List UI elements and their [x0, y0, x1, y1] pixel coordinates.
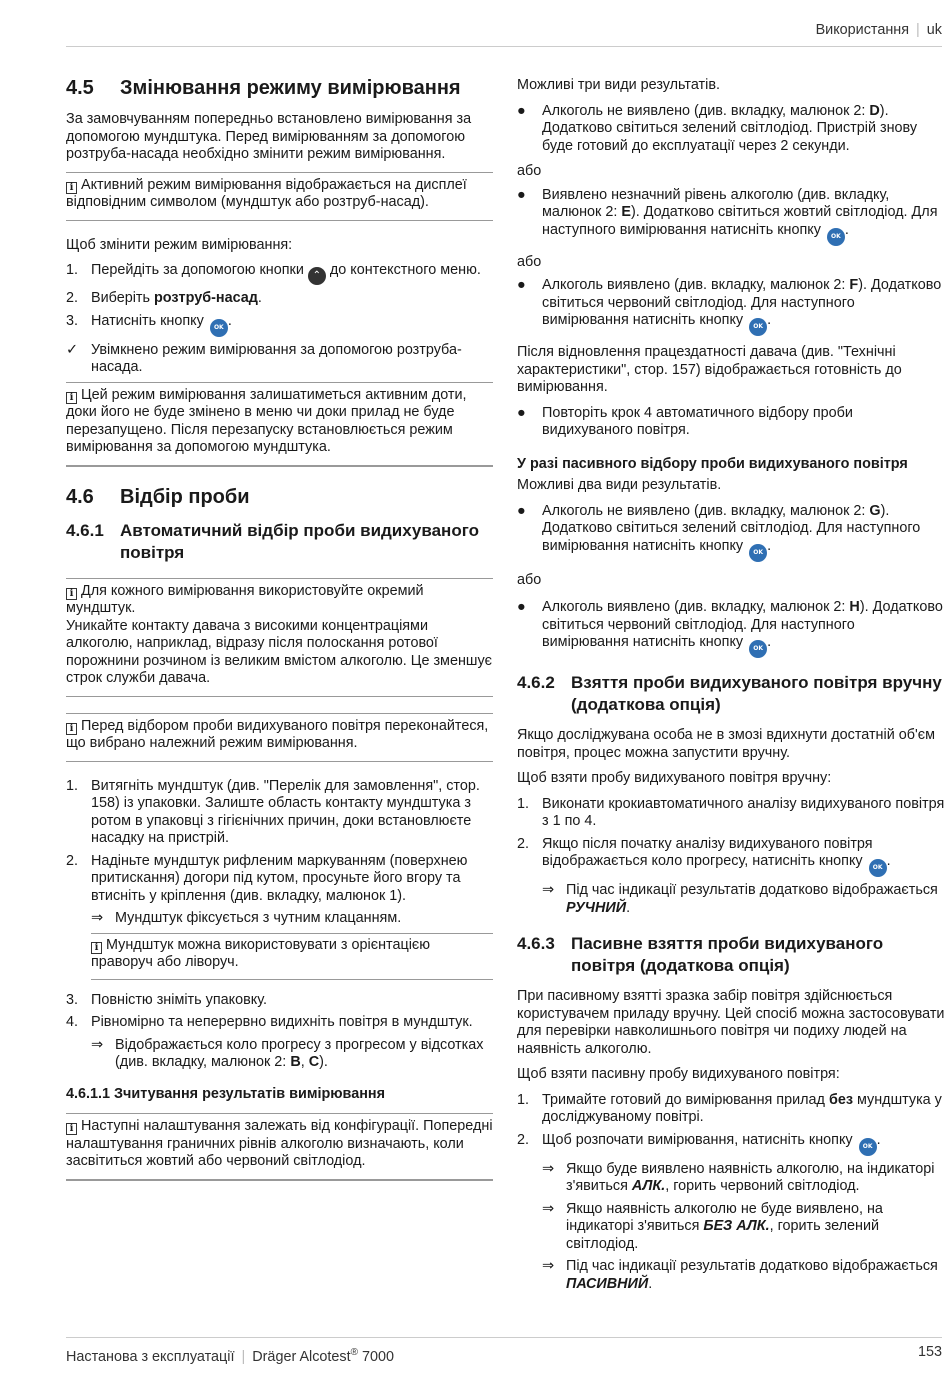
- step: 2. Якщо після початку аналізу видихуваного повітря відображається коло прогресу, натисніть кнопку OK .: [517, 836, 945, 878]
- section-4-6-heading: 4.6 Відбір проби: [66, 485, 250, 508]
- page-number: 153: [917, 1344, 942, 1360]
- ok-button-icon: OK: [869, 859, 887, 877]
- step: 3. Повністю зніміть упаковку.: [66, 991, 267, 1008]
- step-result: ⇒ Під час індикації результатів додатково відображається ПАСИВНИЙ.: [542, 1258, 938, 1292]
- ok-button-icon: OK: [859, 1138, 877, 1156]
- passive-heading: У разі пасивного відбору проби видихуваного повітря: [517, 455, 908, 472]
- page-footer: Настанова з експлуатації | Dräger Alcotest® 7000: [66, 1347, 395, 1365]
- step-result: ⇒ Відображається коло прогресу з прогресом у відсотках (див. вкладку, малюнок 2: B, C).: [91, 1036, 484, 1070]
- header-lang: uk: [926, 22, 942, 38]
- step: 1. Витягніть мундштук (див. "Перелік для замовлення", стор. 158) із упаковки. Залиште область контакту мундштука з ротом в упаковці з гігієнічних причин, доки встановлюєте насадку на пристрій.: [66, 777, 480, 846]
- arrow-icon: ⇒: [91, 910, 104, 926]
- left-column: [66, 76, 493, 1197]
- list-item: ● Алкоголь не виявлено (див. вкладку, малюнок 2: D). Додатково світиться зелений світлодіод. Пристрій знову буде готовий до експлуатації через 2 секунди.: [517, 102, 918, 154]
- list-item: ● Виявлено незначний рівень алкоголю (див. вкладку, малюнок 2: E). Додатково світиться жовтий світлодіод. Для наступного вимірювання натисніть кнопку OK .: [517, 187, 945, 246]
- step: 2. Надіньте мундштук рифленим маркуванням (поверхнею притискання) догори під кутом, просуньте його вгору та втисніть у кріплення (див. вкладку, малюнок 1).: [66, 852, 468, 904]
- list-item: ● Алкоголь виявлено (див. вкладку, малюнок 2: H). Додатково світиться червоний світлодіод. Для наступного вимірювання натисніть кнопку OK .: [517, 599, 945, 658]
- step: 1. Виконати крокиавтоматичного аналізу видихуваного повітря з 1 по 4.: [517, 795, 945, 829]
- s463-text: При пасивному взятті зразка забір повітря здійснюється користувачем приладу вручну. Цей спосіб можна застосовувати для перевірки навколишнього повітря чи подиху людей на наявність алкоголю.: [517, 988, 945, 1057]
- info-icon: i: [66, 1123, 77, 1135]
- footer-product: Dräger Alcotest: [252, 1348, 351, 1365]
- or-text: або: [517, 253, 542, 270]
- step: 2. Щоб розпочати вимірювання, натисніть кнопку OK .: [517, 1132, 945, 1156]
- section-4-6-3-heading: 4.6.3 Пасивне взяття проби видихуваного повітря (додаткова опція): [517, 934, 884, 975]
- checkmark-icon: ✓: [66, 341, 79, 358]
- right-column: [517, 77, 945, 1298]
- arrow-icon: ⇒: [542, 1160, 555, 1177]
- info-note: i Наступні налаштування залежать від конфігурації. Попередні налаштування граничних рівнів алкоголю визначають, коли засвітиться жовтий або червоний світлодіод.: [66, 1113, 493, 1181]
- step: 1. Тримайте готовий до вимірювання прилад без мундштука у досліджуваному повітрі.: [517, 1091, 942, 1125]
- info-note: i Активний режим вимірювання відображається на дисплеї відповідним символом (мундштук або розтруб-насад).: [66, 172, 493, 221]
- ok-button-icon: OK: [827, 228, 845, 246]
- footer-rule: [66, 1337, 942, 1338]
- arrow-icon: ⇒: [91, 1036, 104, 1053]
- section-4-6-2-heading: 4.6.2 Взяття проби видихуваного повітря вручну (додаткова опція): [517, 673, 942, 714]
- check-result: ✓ Увімкнено режим вимірювання за допомогою розтруба-насада.: [66, 341, 462, 375]
- step-result: ⇒ Мундштук фіксується з чутним клацанням.: [91, 910, 402, 926]
- ok-button-icon: OK: [210, 319, 228, 337]
- footer-manual: Настанова з експлуатації: [66, 1348, 235, 1365]
- list-item: ● Повторіть крок 4 автоматичного відбору проби видихуваного повітря.: [517, 404, 853, 438]
- section-4-6-1-1-heading: 4.6.1.1 Зчитування результатів вимірювання: [66, 1085, 385, 1102]
- results-intro: Можливі три види результатів.: [517, 77, 720, 93]
- info-note: i Для кожного вимірювання використовуйте окремий мундштук. Уникайте контакту давача з високими концентраціями алкоголю, наприклад, відразу після полоскання ротової порожнини розчином із великим вмістом алкоголю. Це зменшує строк служби давача.: [66, 578, 493, 697]
- info-icon: i: [66, 588, 77, 600]
- step: 3. Натисніть кнопку OK .: [66, 313, 493, 337]
- arrow-icon: ⇒: [542, 882, 555, 898]
- info-icon: i: [66, 182, 77, 194]
- header-rule: [66, 46, 942, 47]
- step: 2. Виберіть розтруб-насад.: [66, 290, 262, 306]
- section-4-5-heading: 4.5 Змінювання режиму вимірювання: [66, 77, 461, 99]
- list-item: ● Алкоголь виявлено (див. вкладку, малюнок 2: F). Додатково світиться червоний світлодіод. Для наступного вимірювання натисніть кнопку OK .: [517, 277, 945, 336]
- step: 4. Рівномірно та неперервно видихніть повітря в мундштук.: [66, 1014, 473, 1030]
- arrow-icon: ⇒: [542, 1200, 555, 1217]
- ok-button-icon: OK: [749, 640, 767, 658]
- info-icon: i: [66, 392, 77, 404]
- s463-lead: Щоб взяти пасивну пробу видихуваного повітря:: [517, 1066, 840, 1082]
- registered-mark: ®: [350, 1347, 359, 1358]
- s45-lead: Щоб змінити режим вимірювання:: [66, 236, 293, 253]
- step-result: ⇒ Якщо буде виявлено наявність алкоголю, на індикаторі з'явиться АЛК., горить червоний світлодіод.: [542, 1160, 935, 1194]
- footer-model: 7000: [358, 1348, 395, 1365]
- section-4-6-1-heading: 4.6.1 Автоматичний відбір проби видихуваного повітря: [66, 520, 479, 562]
- info-note: i Мундштук можна використовувати з орієнтацією праворуч або ліворуч.: [91, 933, 493, 980]
- ok-button-icon: OK: [749, 318, 767, 336]
- or-text: або: [517, 571, 542, 588]
- step: 1. Перейдіть за допомогою кнопки ⌃ до контекстного меню.: [66, 262, 493, 285]
- step-result: ⇒ Під час індикації результатів додатково відображається РУЧНИЙ.: [542, 882, 938, 916]
- page-header: Використання | uk: [815, 22, 942, 38]
- after-text: Після відновлення працездатності давача (див. "Технічні характеристики", стор. 157) відображається готовність до вимірювання.: [517, 344, 902, 395]
- s462-text: Якщо досліджувана особа не в змозі вдихнути достатній об'єм повітря, процес можна запустити вручну.: [517, 727, 935, 761]
- ok-button-icon: OK: [749, 544, 767, 562]
- two-results: Можливі два види результатів.: [517, 477, 722, 493]
- up-button-icon: ⌃: [308, 267, 326, 285]
- s462-lead: Щоб взяти пробу видихуваного повітря вручну:: [517, 770, 832, 786]
- or-text: або: [517, 163, 542, 179]
- info-icon: i: [66, 723, 77, 735]
- info-note: i Перед відбором проби видихуваного повітря переконайтеся, що вибрано належний режим вимірювання.: [66, 713, 493, 762]
- s45-intro: За замовчуванням попередньо встановлено вимірювання за допомогою мундштука. Перед вимірюванням за допомогою розтруба-насада необхідно змінити режим вимірювання.: [66, 111, 472, 162]
- list-item: ● Алкоголь не виявлено (див. вкладку, малюнок 2: G). Додатково світиться зелений світлодіод. Для наступного вимірювання натисніть кнопку OK .: [517, 503, 945, 562]
- header-section: Використання: [815, 22, 910, 38]
- arrow-icon: ⇒: [542, 1258, 555, 1274]
- info-icon: i: [91, 942, 102, 954]
- step-result: ⇒ Якщо наявність алкоголю не буде виявлено, на індикаторі з'явиться БЕЗ АЛК., горить зелений світлодіод.: [542, 1200, 883, 1252]
- info-note: i Цей режим вимірювання залишатиметься активним доти, доки його не буде змінено в меню чи доки прилад не буде перезапущено. Після перезапуску встановлюється режим вимірювання за допомогою мундштука.: [66, 382, 493, 467]
